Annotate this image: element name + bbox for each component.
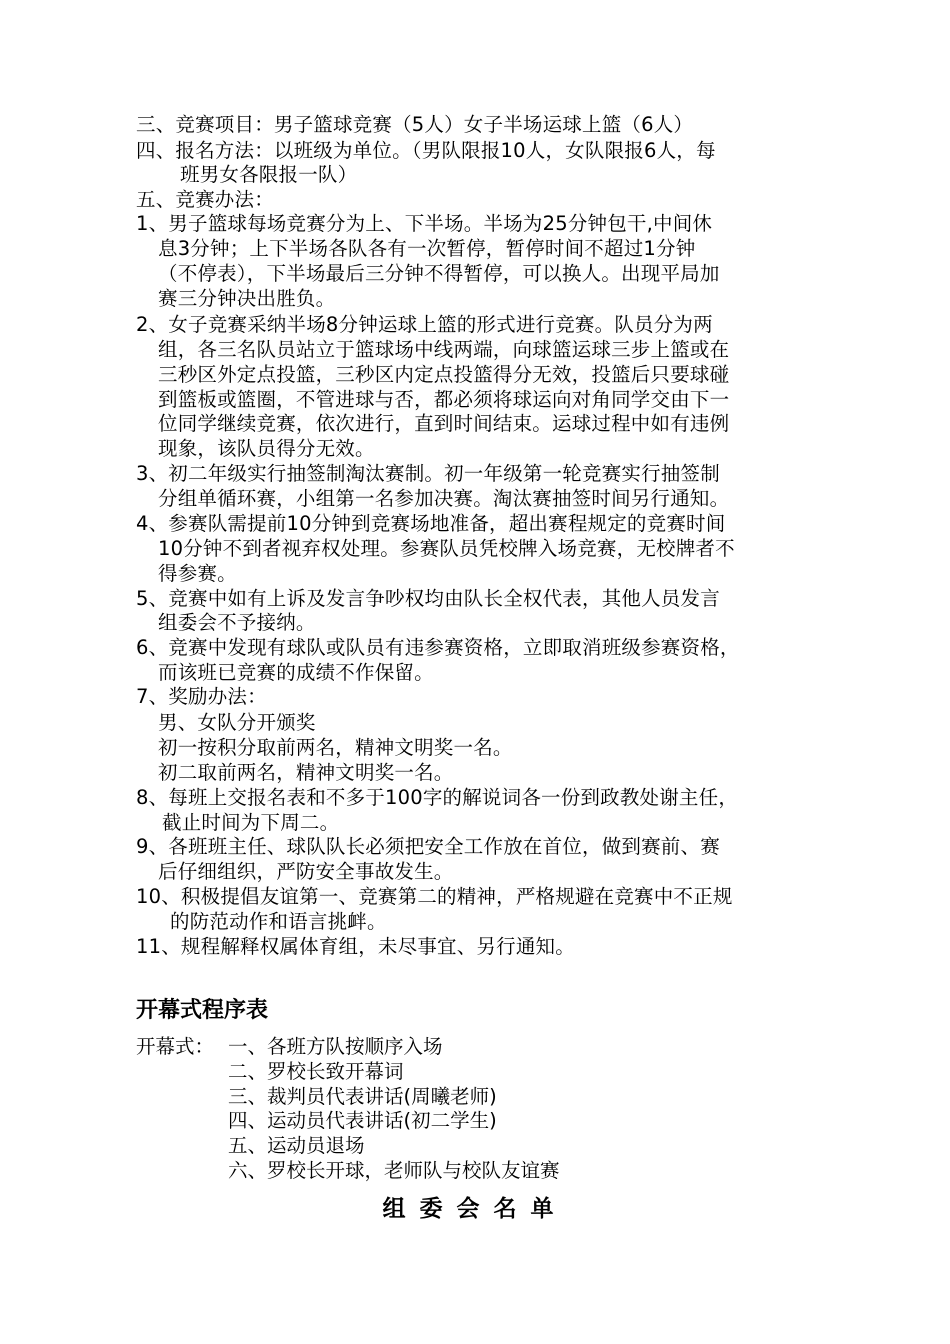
- rule-8-line-2: 截止时间为下周二。: [162, 811, 340, 834]
- rule-6-line-2: 而该班已竞赛的成绩不作保留。: [158, 661, 434, 684]
- rule-3-line-1: 3、初二年级实行抽签制淘汰赛制。初一年级第一轮竞赛实行抽签制: [136, 462, 720, 485]
- rule-6-line-1: 6、竞赛中发现有球队或队员有违参赛资格，立即取消班级参赛资格，: [136, 636, 740, 659]
- opening-ceremony-title: 开幕式程序表: [136, 998, 269, 1023]
- opening-item-5: 五、运动员退场: [228, 1134, 365, 1157]
- rule-1-line-3: （不停表），下半场最后三分钟不得暂停，可以换人。出现平局加: [158, 262, 720, 285]
- rule-4-line-3: 得参赛。: [158, 562, 237, 585]
- opening-item-2: 二、罗校长致开幕词: [228, 1060, 404, 1083]
- rule-line-registration-cont: 班男女各限报一队）: [180, 163, 358, 186]
- rule-2-line-2: 组，各三名队员站立于篮球场中线两端，向球篮运球三步上篮或在: [158, 338, 730, 361]
- rule-7-heading: 7、奖励办法：: [136, 685, 267, 708]
- rule-5-line-2: 组委会不予接纳。: [158, 611, 316, 634]
- rule-2-line-5: 位同学继续竞赛，依次进行，直到时间结束。运球过程中如有违例: [158, 412, 730, 435]
- opening-item-6: 六、罗校长开球，老师队与校队友谊赛: [228, 1159, 560, 1182]
- rule-3-line-2: 分组单循环赛，小组第一名参加决赛。淘汰赛抽签时间另行通知。: [158, 487, 730, 510]
- rule-1-line-1: 1、男子篮球每场竞赛分为上、下半场。半场为25分钟包干,中间休: [136, 212, 713, 235]
- rule-8-line-1: 8、每班上交报名表和不多于100字的解说词各一份到政教处谢主任，: [136, 786, 739, 809]
- rule-5-line-1: 5、竞赛中如有上诉及发言争吵权均由队长全权代表，其他人员发言: [136, 587, 720, 610]
- rule-1-line-4: 赛三分钟决出胜负。: [158, 287, 336, 310]
- opening-item-3: 三、裁判员代表讲话(周曦老师): [228, 1085, 497, 1108]
- rule-9-line-1: 9、各班班主任、球队队长必须把安全工作放在首位，做到赛前、赛: [136, 835, 720, 858]
- committee-list-title: 组委会名单: [382, 1196, 568, 1222]
- rule-line-events: 三、竞赛项目：男子篮球竞赛（5人）女子半场运球上篮（6人）: [136, 113, 694, 136]
- rule-4-line-1: 4、参赛队需提前10分钟到竞赛场地准备，超出赛程规定的竞赛时间: [136, 512, 726, 535]
- rule-line-methods-heading: 五、竞赛办法：: [136, 188, 274, 211]
- rule-10-line-1: 10、积极提倡友谊第一、竞赛第二的精神，严格规避在竞赛中不正规: [136, 885, 733, 908]
- rule-10-line-2: 的防范动作和语言挑衅。: [170, 910, 387, 933]
- rule-2-line-3: 三秒区外定点投篮，三秒区内定点投篮得分无效，投篮后只要球碰: [158, 363, 730, 386]
- rule-4-line-2: 10分钟不到者视弃权处理。参赛队员凭校牌入场竞赛，无校牌者不: [158, 537, 735, 560]
- rule-7-item-1: 男、女队分开颁奖: [158, 711, 316, 734]
- opening-item-1: 一、各班方队按顺序入场: [228, 1035, 443, 1058]
- rule-11-line-1: 11、规程解释权属体育组，未尽事宜、另行通知。: [136, 935, 575, 958]
- opening-item-4: 四、运动员代表讲话(初二学生): [228, 1109, 497, 1132]
- rule-line-registration: 四、报名方法：以班级为单位。（男队限报10人，女队限报6人，每: [136, 139, 716, 162]
- rule-7-item-2: 初一按积分取前两名，精神文明奖一名。: [158, 736, 513, 759]
- rule-9-line-2: 后仔细组织，严防安全事故发生。: [158, 860, 454, 883]
- rule-7-item-3: 初二取前两名，精神文明奖一名。: [158, 761, 454, 784]
- rule-2-line-4: 到篮板或篮圈，不管进球与否，都必须将球运向对角同学交由下一: [158, 388, 730, 411]
- rule-2-line-1: 2、女子竞赛采纳半场8分钟运球上篮的形式进行竞赛。队员分为两: [136, 313, 713, 336]
- opening-ceremony-label: 开幕式：: [136, 1035, 215, 1058]
- rule-2-line-6: 现象，该队员得分无效。: [158, 437, 375, 460]
- rule-1-line-2: 息3分钟；上下半场各队各有一次暂停，暂停时间不超过1分钟: [158, 237, 696, 260]
